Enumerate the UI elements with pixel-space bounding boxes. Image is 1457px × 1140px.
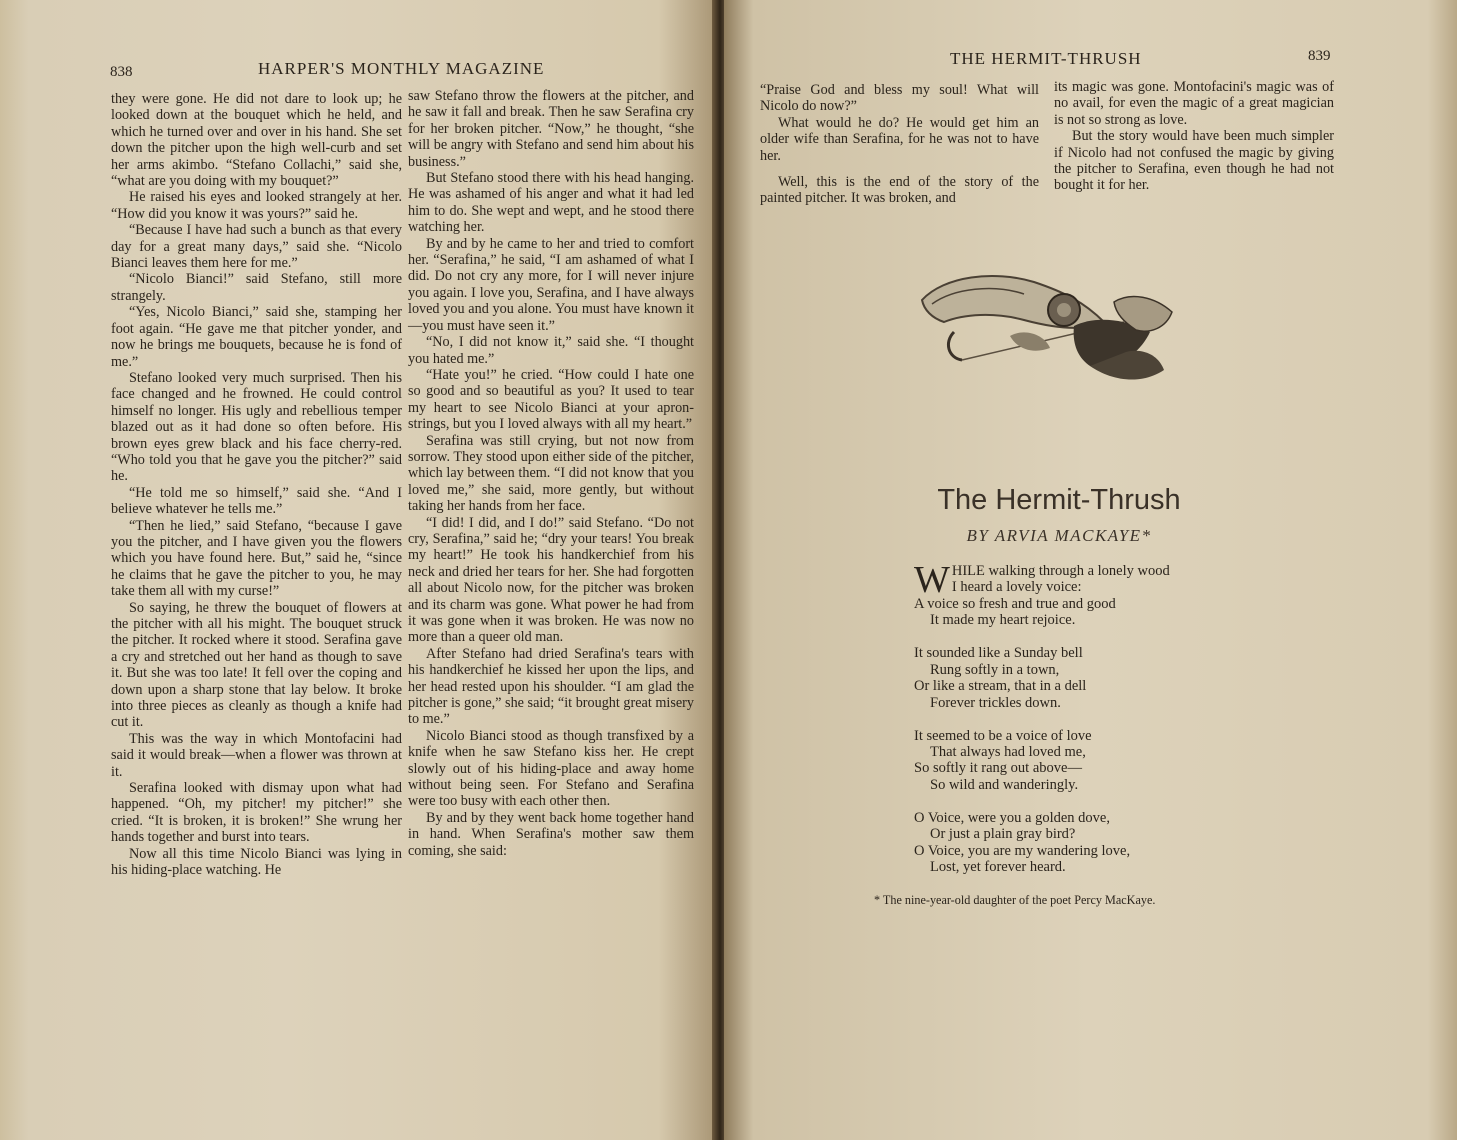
paragraph: “Yes, Nicolo Bianci,” said she, stamping her foot again. “He gave me that pitcher yonder, and now he brings me bouquets, because he is fond of me.” <box>111 304 402 370</box>
poem-stanza <box>914 559 1244 629</box>
poem-line: Forever trickles down. <box>930 694 1061 711</box>
paragraph: “Nicolo Bianci!” said Stefano, still more strangely. <box>111 271 402 304</box>
poem-stanza <box>914 728 1244 794</box>
paragraph: But the story would have been much simpler if Nicolo had not confused the magic by giving the pitcher to Serafina, even though he had not bought it for her. <box>1054 128 1334 194</box>
poem-byline: BY ARVIA MACKAYE* <box>966 526 1152 545</box>
poem-line: So wild and wanderingly. <box>930 776 1079 793</box>
paragraph: Now all this time Nicolo Bianci was lying in his hiding-place watching. He <box>111 845 402 879</box>
running-head: THE HERMIT-THRUSH <box>950 49 1142 68</box>
poem-title: The Hermit-Thrush <box>937 484 1181 516</box>
paragraph: By and by they went back home together hand in hand. When Serafina's mother saw them coming, she said: <box>408 809 694 859</box>
text-column-2 <box>408 88 694 859</box>
running-head: HARPER'S MONTHLY MAGAZINE <box>258 59 545 78</box>
poem-line: Lost, yet forever heard. <box>930 859 1066 876</box>
paragraph: “Praise God and bless my soul! What will Nicolo do now?” <box>760 82 1039 115</box>
paragraph: What would he do? He would get him an older wife than Serafina, for he was not to have her. <box>760 114 1039 164</box>
poem-stanza <box>914 645 1244 711</box>
paragraph: “Then he lied,” said Stefano, “because I gave you the pitcher, and I have given you the flowers which you have found here. But,” said he, “since he claims that he gave the pitcher to you, he may take them all with my curse!” <box>111 517 402 600</box>
flower-ornament-illustration <box>914 262 1186 394</box>
footnote: * The nine-year-old daughter of the poet Percy MacKaye. <box>874 893 1156 907</box>
poem-line: O Voice, were you a golden dove, <box>914 809 1110 826</box>
paragraph: “Hate you!” he cried. “How could I hate one so good and so beautiful as you? It used to tear my heart to see Nicolo Bianci at your apron-strings, but you I loved always with all my heart.” <box>408 366 694 433</box>
paragraph: “I did! I did, and I do!” said Stefano. “Do not cry, Serafina,” said he; “dry your tears! You break my heart!” He took his handkerchief from his neck and dried her tears for her. She had forgotten all about Nicolo now, for the pitcher was broken and its charm was gone. What power he had from it was gone when it was broken. He was now no more than a queer old man. <box>408 514 694 646</box>
poem-line: O Voice, you are my wandering love, <box>914 842 1131 859</box>
poem-body <box>914 559 1244 892</box>
paragraph: So saying, he threw the bouquet of flowers at the pitcher with all his might. The bouquet struck the pitcher. It rocked where it stood. Serafina gave a cry and stretched out her hand as though to save it. But she was too late! It fell over the coping and down upon a sharp stone that lay below. It broke into three pieces as cleanly as though a knife had cut it. <box>111 599 402 731</box>
poem-line: A voice so fresh and true and good <box>914 596 1116 612</box>
paragraph: By and by he came to her and tried to comfort her. “Serafina,” he said, “I am ashamed of what I did. Do not cry any more, for I will never injure you again. I love you, Serafina, and I have always loved you and you alone. You must have known it—you must have seen it.” <box>408 235 694 334</box>
text-column-1 <box>760 82 1039 207</box>
page-number: 839 <box>1308 48 1331 64</box>
paragraph: But Stefano stood there with his head hanging. He was ashamed of his anger and what it had led him to do. She wept and wept, and he stood there watching her. <box>408 170 694 236</box>
drop-cap: W <box>914 559 950 601</box>
poem-line: Or just a plain gray bird? <box>930 826 1076 843</box>
paragraph: saw Stefano throw the flowers at the pitcher, and he saw it fall and break. Then he saw Serafina cry for her broken pitcher. “Now,” he thought, “she will be angry with Stefano and send him about his business.” <box>408 88 694 170</box>
poem-line: That always had loved me, <box>930 744 1086 761</box>
poem-line: HILE walking through a lonely wood <box>951 563 1170 579</box>
paragraph: “He told me so himself,” said she. “And I believe whatever he tells me.” <box>111 484 402 518</box>
right-page <box>724 0 1457 1140</box>
poem-line: Rung softly in a town, <box>930 661 1060 678</box>
paragraph: Stefano looked very much surprised. Then his face changed and he frowned. He could control himself no longer. His ugly and rebellious temper blazed out as it had done so often before. His brown eyes grew black and his face cherry-red. “Who told you that he gave you the pitcher?” said he. <box>111 369 402 485</box>
poem-line: I heard a lovely voice: <box>951 579 1082 596</box>
page-number: 838 <box>110 64 133 80</box>
text-column-1 <box>111 91 402 879</box>
poem-line: So softly it rang out above— <box>914 760 1082 777</box>
paragraph: He raised his eyes and looked strangely at her. “How did you know it was yours?” said he. <box>111 189 402 222</box>
poem-line: It sounded like a Sunday bell <box>914 645 1083 662</box>
paragraph: Serafina was still crying, but not now from sorrow. They stood upon either side of the pitcher, which lay between them. “I did not know that you loved me,” she said, more gently, but without taking her hands from her face. <box>408 432 694 515</box>
paragraph: Well, this is the end of the story of the painted pitcher. It was broken, and <box>760 174 1039 207</box>
paragraph: This was the way in which Montofacini had said it would break—when a flower was thrown at it. <box>111 730 402 780</box>
paragraph: its magic was gone. Montofacini's magic was of no avail, for even the magic of a great magician is not so strong as love. <box>1054 79 1334 128</box>
paragraph: they were gone. He did not dare to look up; he looked down at the bouquet which he held, and which he turned over and over in his hand. She set down the pitcher upon the high well-curb and set her arms akimbo. “Stefano Collachi,” said she, “what are you doing with my bouquet?” <box>111 91 402 190</box>
paragraph: “No, I did not know it,” said she. “I thought you hated me.” <box>408 334 694 367</box>
paragraph: After Stefano had dried Serafina's tears with his handkerchief he kissed her upon the lips, and her head rested upon his shoulder. “I am glad the pitcher is gone,” she said; “it brought great misery to me.” <box>408 645 694 728</box>
paragraph: Nicolo Bianci stood as though transfixed by a knife when he saw Stefano kiss her. He crept slowly out of his hiding-place and away home without being seen. For Stefano and Serafina were too busy with each other then. <box>408 727 694 810</box>
left-page <box>0 0 716 1140</box>
poem-line: It seemed to be a voice of love <box>914 727 1092 744</box>
paragraph: “Because I have had such a bunch as that every day for a great many days,” said she. “Nicolo Bianci leaves them here for me.” <box>111 222 402 272</box>
poem-line: Or like a stream, that in a dell <box>914 678 1087 695</box>
text-column-2 <box>1054 79 1334 194</box>
paragraph: Serafina looked with dismay upon what had happened. “Oh, my pitcher! my pitcher!” she cried. “It is broken, it is broken!” She wrung her hands together and burst into tears. <box>111 780 402 846</box>
poem-stanza <box>914 810 1244 876</box>
poem-line: It made my heart rejoice. <box>930 612 1076 629</box>
